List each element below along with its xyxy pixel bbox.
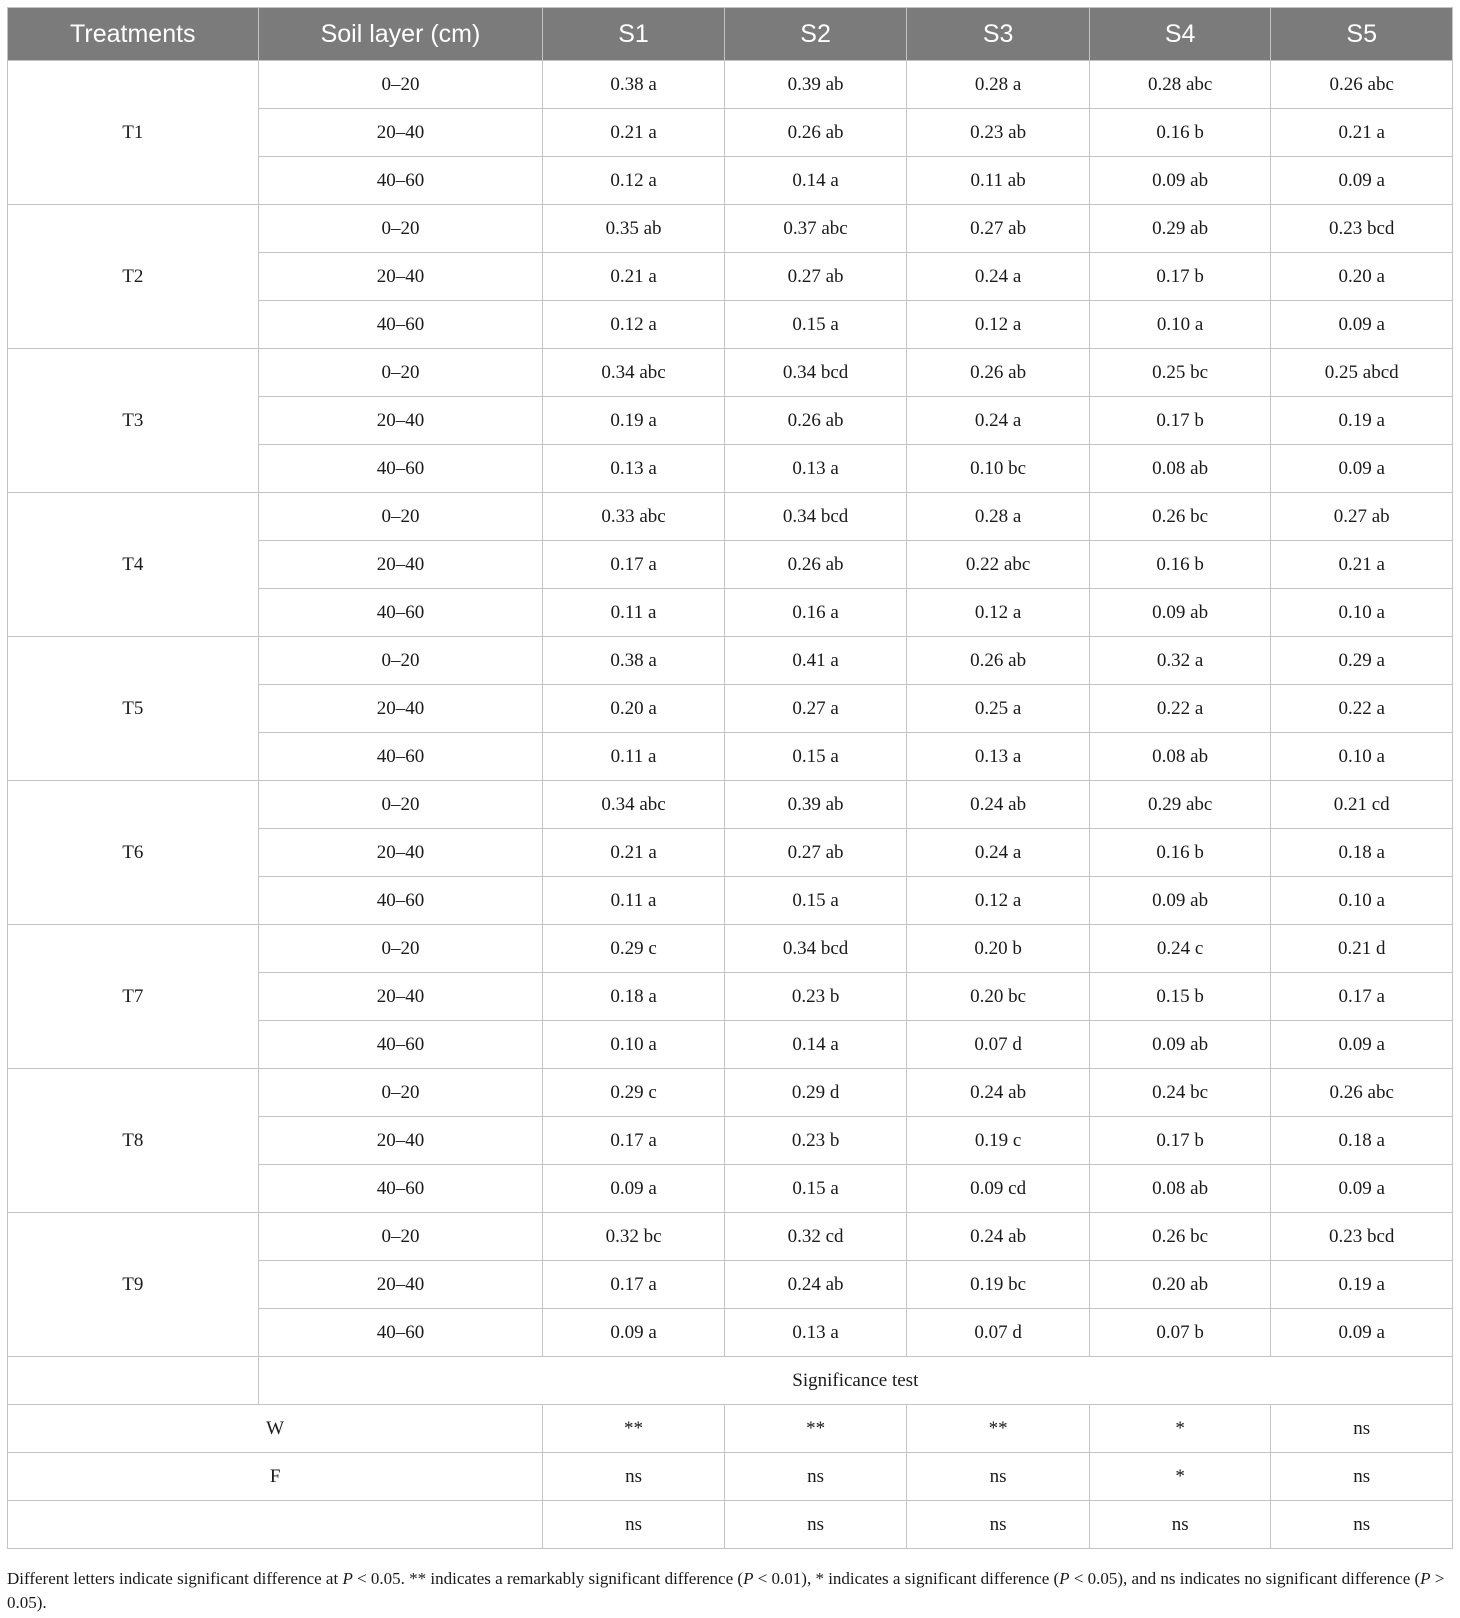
soil-layer-cell: 0–20 bbox=[258, 781, 543, 829]
value-cell-s3: 0.10 bc bbox=[907, 445, 1090, 493]
value-cell-s5: 0.17 a bbox=[1271, 973, 1453, 1021]
value-cell-s1: 0.19 a bbox=[543, 397, 725, 445]
value-cell-s3: 0.26 ab bbox=[907, 637, 1090, 685]
soil-layer-cell: 40–60 bbox=[258, 1165, 543, 1213]
significance-value-s5: ns bbox=[1271, 1501, 1453, 1549]
value-cell-s2: 0.13 a bbox=[724, 1309, 907, 1357]
value-cell-s1: 0.09 a bbox=[543, 1309, 725, 1357]
value-cell-s4: 0.20 ab bbox=[1089, 1261, 1271, 1309]
value-cell-s3: 0.26 ab bbox=[907, 349, 1090, 397]
value-cell-s4: 0.08 ab bbox=[1089, 733, 1271, 781]
value-cell-s2: 0.23 b bbox=[724, 1117, 907, 1165]
significance-value-s3: ns bbox=[907, 1501, 1090, 1549]
value-cell-s4: 0.26 bc bbox=[1089, 493, 1271, 541]
value-cell-s2: 0.24 ab bbox=[724, 1261, 907, 1309]
value-cell-s2: 0.26 ab bbox=[724, 109, 907, 157]
footnote-p-symbol: P bbox=[342, 1569, 353, 1588]
table-body bbox=[8, 61, 1453, 1549]
header-treatments: Treatments bbox=[8, 8, 259, 61]
table-row bbox=[8, 925, 1453, 973]
header-row bbox=[8, 8, 1453, 61]
value-cell-s5: 0.21 cd bbox=[1271, 781, 1453, 829]
significance-value-s3: ns bbox=[907, 1453, 1090, 1501]
significance-row bbox=[8, 1405, 1453, 1453]
footnote-text: < 0.01), * indicates a significant difference ( bbox=[753, 1569, 1060, 1588]
value-cell-s3: 0.19 bc bbox=[907, 1261, 1090, 1309]
soil-layer-cell: 20–40 bbox=[258, 829, 543, 877]
value-cell-s5: 0.18 a bbox=[1271, 829, 1453, 877]
table-footnote bbox=[7, 1567, 1453, 1615]
value-cell-s5: 0.21 a bbox=[1271, 541, 1453, 589]
significance-value-s4: * bbox=[1089, 1405, 1271, 1453]
value-cell-s5: 0.22 a bbox=[1271, 685, 1453, 733]
value-cell-s1: 0.12 a bbox=[543, 301, 725, 349]
value-cell-s2: 0.16 a bbox=[724, 589, 907, 637]
value-cell-s3: 0.07 d bbox=[907, 1021, 1090, 1069]
value-cell-s2: 0.39 ab bbox=[724, 61, 907, 109]
value-cell-s3: 0.09 cd bbox=[907, 1165, 1090, 1213]
significance-title-row bbox=[8, 1357, 1453, 1405]
value-cell-s5: 0.27 ab bbox=[1271, 493, 1453, 541]
header-s3: S3 bbox=[907, 8, 1090, 61]
value-cell-s1: 0.09 a bbox=[543, 1165, 725, 1213]
value-cell-s3: 0.12 a bbox=[907, 589, 1090, 637]
value-cell-s4: 0.15 b bbox=[1089, 973, 1271, 1021]
significance-title: Significance test bbox=[258, 1357, 1452, 1405]
value-cell-s2: 0.27 a bbox=[724, 685, 907, 733]
value-cell-s4: 0.09 ab bbox=[1089, 1021, 1271, 1069]
soil-layer-cell: 0–20 bbox=[258, 205, 543, 253]
value-cell-s2: 0.34 bcd bbox=[724, 493, 907, 541]
header-s5: S5 bbox=[1271, 8, 1453, 61]
treatment-cell: T2 bbox=[8, 205, 259, 349]
value-cell-s2: 0.27 ab bbox=[724, 253, 907, 301]
value-cell-s2: 0.26 ab bbox=[724, 541, 907, 589]
value-cell-s5: 0.21 a bbox=[1271, 109, 1453, 157]
value-cell-s4: 0.16 b bbox=[1089, 829, 1271, 877]
table-row bbox=[8, 349, 1453, 397]
value-cell-s2: 0.15 a bbox=[724, 733, 907, 781]
significance-row bbox=[8, 1501, 1453, 1549]
value-cell-s1: 0.21 a bbox=[543, 253, 725, 301]
value-cell-s5: 0.19 a bbox=[1271, 397, 1453, 445]
value-cell-s3: 0.24 ab bbox=[907, 1213, 1090, 1261]
significance-value-s1: ns bbox=[543, 1453, 725, 1501]
value-cell-s2: 0.13 a bbox=[724, 445, 907, 493]
value-cell-s1: 0.11 a bbox=[543, 877, 725, 925]
soil-layer-cell: 20–40 bbox=[258, 973, 543, 1021]
header-s1: S1 bbox=[543, 8, 725, 61]
soil-layer-cell: 40–60 bbox=[258, 1021, 543, 1069]
value-cell-s2: 0.15 a bbox=[724, 301, 907, 349]
value-cell-s3: 0.07 d bbox=[907, 1309, 1090, 1357]
value-cell-s2: 0.14 a bbox=[724, 157, 907, 205]
value-cell-s1: 0.33 abc bbox=[543, 493, 725, 541]
footnote-text: < 0.05. ** indicates a remarkably significant difference ( bbox=[352, 1569, 744, 1588]
value-cell-s3: 0.28 a bbox=[907, 61, 1090, 109]
soil-layer-cell: 0–20 bbox=[258, 493, 543, 541]
value-cell-s5: 0.21 d bbox=[1271, 925, 1453, 973]
footnote-p-symbol: P bbox=[1420, 1569, 1431, 1588]
value-cell-s5: 0.09 a bbox=[1271, 1165, 1453, 1213]
value-cell-s4: 0.29 ab bbox=[1089, 205, 1271, 253]
value-cell-s3: 0.12 a bbox=[907, 301, 1090, 349]
value-cell-s5: 0.20 a bbox=[1271, 253, 1453, 301]
value-cell-s3: 0.11 ab bbox=[907, 157, 1090, 205]
significance-row bbox=[8, 1453, 1453, 1501]
value-cell-s2: 0.15 a bbox=[724, 1165, 907, 1213]
value-cell-s4: 0.32 a bbox=[1089, 637, 1271, 685]
treatment-cell: T7 bbox=[8, 925, 259, 1069]
value-cell-s5: 0.23 bcd bbox=[1271, 1213, 1453, 1261]
soil-layer-cell: 0–20 bbox=[258, 925, 543, 973]
value-cell-s4: 0.16 b bbox=[1089, 541, 1271, 589]
value-cell-s5: 0.09 a bbox=[1271, 301, 1453, 349]
soil-layer-cell: 40–60 bbox=[258, 157, 543, 205]
value-cell-s3: 0.24 a bbox=[907, 829, 1090, 877]
footnote-text: < 0.05), and ns indicates no significant difference ( bbox=[1069, 1569, 1421, 1588]
value-cell-s3: 0.12 a bbox=[907, 877, 1090, 925]
value-cell-s5: 0.25 abcd bbox=[1271, 349, 1453, 397]
treatment-cell: T3 bbox=[8, 349, 259, 493]
value-cell-s3: 0.23 ab bbox=[907, 109, 1090, 157]
table-row bbox=[8, 1069, 1453, 1117]
footnote-text: Different letters indicate significant difference at bbox=[7, 1569, 343, 1588]
header-s4: S4 bbox=[1089, 8, 1271, 61]
footnote-p-symbol: P bbox=[743, 1569, 754, 1588]
value-cell-s4: 0.26 bc bbox=[1089, 1213, 1271, 1261]
table-row bbox=[8, 781, 1453, 829]
soil-layer-cell: 20–40 bbox=[258, 397, 543, 445]
value-cell-s5: 0.18 a bbox=[1271, 1117, 1453, 1165]
soil-layer-cell: 0–20 bbox=[258, 1069, 543, 1117]
value-cell-s1: 0.17 a bbox=[543, 1261, 725, 1309]
value-cell-s1: 0.11 a bbox=[543, 733, 725, 781]
significance-value-s5: ns bbox=[1271, 1453, 1453, 1501]
soil-layer-cell: 20–40 bbox=[258, 1117, 543, 1165]
table-row bbox=[8, 1213, 1453, 1261]
value-cell-s3: 0.25 a bbox=[907, 685, 1090, 733]
value-cell-s2: 0.32 cd bbox=[724, 1213, 907, 1261]
value-cell-s2: 0.34 bcd bbox=[724, 925, 907, 973]
value-cell-s3: 0.24 ab bbox=[907, 1069, 1090, 1117]
value-cell-s5: 0.09 a bbox=[1271, 1021, 1453, 1069]
value-cell-s5: 0.09 a bbox=[1271, 157, 1453, 205]
value-cell-s2: 0.15 a bbox=[724, 877, 907, 925]
value-cell-s1: 0.38 a bbox=[543, 61, 725, 109]
treatment-cell: T1 bbox=[8, 61, 259, 205]
value-cell-s1: 0.35 ab bbox=[543, 205, 725, 253]
soil-layer-cell: 20–40 bbox=[258, 685, 543, 733]
soil-layer-cell: 20–40 bbox=[258, 109, 543, 157]
footnote-text: > 0.05). bbox=[7, 1569, 1445, 1612]
soil-layer-cell: 0–20 bbox=[258, 349, 543, 397]
significance-label: F bbox=[8, 1453, 543, 1501]
value-cell-s3: 0.20 b bbox=[907, 925, 1090, 973]
header-soil-layer: Soil layer (cm) bbox=[258, 8, 543, 61]
value-cell-s4: 0.17 b bbox=[1089, 1117, 1271, 1165]
value-cell-s1: 0.32 bc bbox=[543, 1213, 725, 1261]
empty-cell bbox=[8, 1357, 259, 1405]
significance-value-s1: ns bbox=[543, 1501, 725, 1549]
value-cell-s5: 0.09 a bbox=[1271, 1309, 1453, 1357]
value-cell-s1: 0.18 a bbox=[543, 973, 725, 1021]
value-cell-s5: 0.10 a bbox=[1271, 877, 1453, 925]
soil-layer-cell: 40–60 bbox=[258, 445, 543, 493]
table-row bbox=[8, 61, 1453, 109]
soil-layer-cell: 0–20 bbox=[258, 637, 543, 685]
value-cell-s1: 0.34 abc bbox=[543, 349, 725, 397]
value-cell-s5: 0.26 abc bbox=[1271, 1069, 1453, 1117]
value-cell-s1: 0.21 a bbox=[543, 829, 725, 877]
value-cell-s1: 0.17 a bbox=[543, 541, 725, 589]
value-cell-s1: 0.11 a bbox=[543, 589, 725, 637]
value-cell-s2: 0.37 abc bbox=[724, 205, 907, 253]
value-cell-s4: 0.09 ab bbox=[1089, 589, 1271, 637]
value-cell-s1: 0.20 a bbox=[543, 685, 725, 733]
value-cell-s3: 0.13 a bbox=[907, 733, 1090, 781]
value-cell-s4: 0.16 b bbox=[1089, 109, 1271, 157]
value-cell-s1: 0.29 c bbox=[543, 925, 725, 973]
value-cell-s3: 0.20 bc bbox=[907, 973, 1090, 1021]
value-cell-s4: 0.08 ab bbox=[1089, 1165, 1271, 1213]
treatment-cell: T5 bbox=[8, 637, 259, 781]
value-cell-s4: 0.08 ab bbox=[1089, 445, 1271, 493]
value-cell-s4: 0.25 bc bbox=[1089, 349, 1271, 397]
significance-label: W bbox=[8, 1405, 543, 1453]
value-cell-s2: 0.41 a bbox=[724, 637, 907, 685]
value-cell-s1: 0.38 a bbox=[543, 637, 725, 685]
treatment-cell: T9 bbox=[8, 1213, 259, 1357]
significance-value-s1: ** bbox=[543, 1405, 725, 1453]
table-row bbox=[8, 493, 1453, 541]
value-cell-s4: 0.17 b bbox=[1089, 253, 1271, 301]
value-cell-s4: 0.29 abc bbox=[1089, 781, 1271, 829]
soil-layer-cell: 40–60 bbox=[258, 1309, 543, 1357]
soil-layer-cell: 0–20 bbox=[258, 61, 543, 109]
value-cell-s2: 0.34 bcd bbox=[724, 349, 907, 397]
value-cell-s3: 0.24 ab bbox=[907, 781, 1090, 829]
value-cell-s3: 0.27 ab bbox=[907, 205, 1090, 253]
header-s2: S2 bbox=[724, 8, 907, 61]
value-cell-s5: 0.26 abc bbox=[1271, 61, 1453, 109]
value-cell-s1: 0.21 a bbox=[543, 109, 725, 157]
significance-value-s3: ** bbox=[907, 1405, 1090, 1453]
value-cell-s2: 0.27 ab bbox=[724, 829, 907, 877]
value-cell-s2: 0.14 a bbox=[724, 1021, 907, 1069]
soil-layer-cell: 0–20 bbox=[258, 1213, 543, 1261]
soil-layer-cell: 20–40 bbox=[258, 1261, 543, 1309]
value-cell-s2: 0.26 ab bbox=[724, 397, 907, 445]
value-cell-s4: 0.24 bc bbox=[1089, 1069, 1271, 1117]
value-cell-s4: 0.07 b bbox=[1089, 1309, 1271, 1357]
treatment-cell: T8 bbox=[8, 1069, 259, 1213]
footnote-p-symbol: P bbox=[1059, 1569, 1070, 1588]
significance-value-s4: ns bbox=[1089, 1501, 1271, 1549]
value-cell-s5: 0.10 a bbox=[1271, 589, 1453, 637]
value-cell-s1: 0.12 a bbox=[543, 157, 725, 205]
value-cell-s5: 0.23 bcd bbox=[1271, 205, 1453, 253]
value-cell-s1: 0.10 a bbox=[543, 1021, 725, 1069]
value-cell-s5: 0.19 a bbox=[1271, 1261, 1453, 1309]
value-cell-s3: 0.24 a bbox=[907, 397, 1090, 445]
value-cell-s3: 0.22 abc bbox=[907, 541, 1090, 589]
value-cell-s2: 0.39 ab bbox=[724, 781, 907, 829]
value-cell-s4: 0.09 ab bbox=[1089, 157, 1271, 205]
value-cell-s1: 0.13 a bbox=[543, 445, 725, 493]
soil-layer-cell: 40–60 bbox=[258, 733, 543, 781]
significance-value-s5: ns bbox=[1271, 1405, 1453, 1453]
significance-label bbox=[8, 1501, 543, 1549]
soil-layer-cell: 20–40 bbox=[258, 541, 543, 589]
soil-layer-cell: 20–40 bbox=[258, 253, 543, 301]
value-cell-s5: 0.10 a bbox=[1271, 733, 1453, 781]
significance-value-s4: * bbox=[1089, 1453, 1271, 1501]
value-cell-s4: 0.10 a bbox=[1089, 301, 1271, 349]
data-table bbox=[7, 7, 1453, 1549]
value-cell-s5: 0.09 a bbox=[1271, 445, 1453, 493]
value-cell-s1: 0.34 abc bbox=[543, 781, 725, 829]
value-cell-s4: 0.22 a bbox=[1089, 685, 1271, 733]
soil-layer-cell: 40–60 bbox=[258, 589, 543, 637]
value-cell-s4: 0.28 abc bbox=[1089, 61, 1271, 109]
value-cell-s5: 0.29 a bbox=[1271, 637, 1453, 685]
soil-layer-cell: 40–60 bbox=[258, 301, 543, 349]
value-cell-s1: 0.29 c bbox=[543, 1069, 725, 1117]
soil-layer-cell: 40–60 bbox=[258, 877, 543, 925]
significance-value-s2: ns bbox=[724, 1501, 907, 1549]
value-cell-s2: 0.29 d bbox=[724, 1069, 907, 1117]
significance-value-s2: ** bbox=[724, 1405, 907, 1453]
significance-value-s2: ns bbox=[724, 1453, 907, 1501]
value-cell-s3: 0.19 c bbox=[907, 1117, 1090, 1165]
value-cell-s4: 0.24 c bbox=[1089, 925, 1271, 973]
value-cell-s2: 0.23 b bbox=[724, 973, 907, 1021]
value-cell-s3: 0.28 a bbox=[907, 493, 1090, 541]
treatment-cell: T6 bbox=[8, 781, 259, 925]
value-cell-s4: 0.17 b bbox=[1089, 397, 1271, 445]
table-row bbox=[8, 205, 1453, 253]
value-cell-s4: 0.09 ab bbox=[1089, 877, 1271, 925]
treatment-cell: T4 bbox=[8, 493, 259, 637]
value-cell-s1: 0.17 a bbox=[543, 1117, 725, 1165]
table-row bbox=[8, 637, 1453, 685]
value-cell-s3: 0.24 a bbox=[907, 253, 1090, 301]
